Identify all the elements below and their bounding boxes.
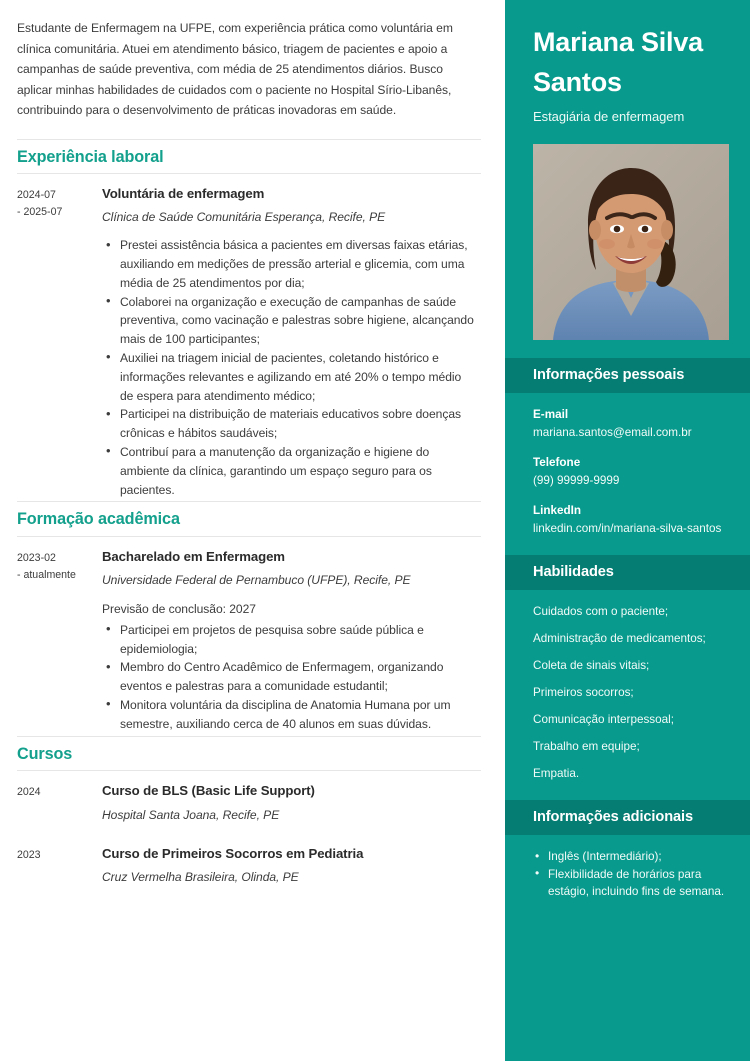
section-title-courses: Cursos bbox=[17, 744, 73, 763]
section-courses bbox=[17, 736, 481, 888]
entry-date-start: 2024-07 bbox=[17, 189, 56, 202]
sidebar-section-header-skills bbox=[505, 555, 750, 590]
entry-date-end: - 2025-07 bbox=[17, 206, 63, 219]
entry-date-range bbox=[17, 184, 102, 499]
entry-course-provider: Cruz Vermelha Brasileira, Olinda, PE bbox=[102, 870, 299, 885]
avatar-wrapper bbox=[505, 126, 750, 340]
entry-body bbox=[102, 547, 481, 733]
sidebar-section-body-additional-info bbox=[505, 835, 750, 901]
experience-entry bbox=[17, 184, 481, 499]
section-education bbox=[17, 501, 481, 733]
section-experience bbox=[17, 139, 481, 500]
list-item: • Participei na distribuição de materiais educativos sobre doenças crônicas e hábitos saudáveis; bbox=[102, 405, 477, 443]
entry-date-range bbox=[17, 844, 102, 887]
entry-body bbox=[102, 844, 481, 887]
contact-label: LinkedIn bbox=[533, 504, 582, 518]
profile-photo-icon bbox=[533, 144, 729, 340]
entry-bullet-list bbox=[102, 621, 477, 734]
entry-date-range bbox=[17, 781, 102, 824]
additional-info-list bbox=[533, 848, 730, 901]
entry-course-provider: Hospital Santa Joana, Recife, PE bbox=[102, 807, 280, 822]
list-item: Primeiros socorros; bbox=[533, 686, 634, 700]
contact-label: E-mail bbox=[533, 408, 569, 422]
contact-value-linkedin[interactable]: linkedin.com/in/mariana-silva-santos bbox=[533, 521, 722, 535]
entry-date-range bbox=[17, 547, 102, 733]
list-item: Empatia. bbox=[533, 767, 580, 781]
entry-body bbox=[102, 781, 481, 824]
course-entry bbox=[17, 781, 481, 824]
list-item: • Inglês (Intermediário); bbox=[533, 848, 730, 866]
entry-degree-title: Bacharelado em Enfermagem bbox=[102, 549, 285, 565]
contact-value-phone[interactable]: (99) 99999-9999 bbox=[533, 473, 620, 487]
list-item: • Prestei assistência básica a pacientes em diversas faixas etárias, auxiliando em medições de pressão arterial e glicemia, com uma média de 25 atendimentos por dia; bbox=[102, 236, 477, 292]
entry-date-start: 2023-02 bbox=[17, 552, 56, 565]
job-role-subtitle: Estagiária de enfermagem bbox=[533, 109, 685, 124]
contact-item-phone bbox=[533, 454, 730, 489]
course-entry bbox=[17, 844, 481, 887]
contact-value-email[interactable]: mariana.santos@email.com.br bbox=[533, 425, 692, 439]
list-item: • Colaborei na organização e execução de campanhas de saúde preventiva, como vacinação e palestras sobre higiene, alcançando mais de 100 participantes; bbox=[102, 293, 477, 349]
list-item: Cuidados com o paciente; bbox=[533, 605, 669, 619]
sidebar bbox=[505, 0, 750, 1061]
entry-body bbox=[102, 184, 481, 499]
entry-job-title: Voluntária de enfermagem bbox=[102, 186, 265, 202]
entry-expected-completion: Previsão de conclusão: 2027 bbox=[102, 602, 256, 617]
section-title-experience: Experiência laboral bbox=[17, 147, 164, 166]
entry-date-start: 2024 bbox=[17, 786, 41, 799]
sidebar-section-body-personal-info bbox=[505, 393, 750, 537]
sidebar-section-header-additional-info bbox=[505, 800, 750, 835]
list-item: • Contribuí para a manutenção da organização e higiene do ambiente da clínica, garantindo um espaço seguro para os pacientes. bbox=[102, 443, 477, 499]
sidebar-section-title-additional-info: Informações adicionais bbox=[533, 809, 694, 826]
list-item: Coleta de sinais vitais; bbox=[533, 659, 650, 673]
list-item: Comunicação interpessoal; bbox=[533, 713, 674, 727]
contact-item-email bbox=[533, 406, 730, 441]
sidebar-section-body-skills bbox=[505, 590, 750, 782]
sidebar-section-title-skills: Habilidades bbox=[533, 564, 614, 581]
education-entry bbox=[17, 547, 481, 733]
contact-label: Telefone bbox=[533, 456, 581, 470]
entry-employer: Clínica de Saúde Comunitária Esperança, Recife, PE bbox=[102, 210, 386, 225]
entry-date-end: - atualmente bbox=[17, 569, 76, 582]
list-item: • Membro do Centro Acadêmico de Enfermagem, organizando eventos e palestras para a comunidade estudantil; bbox=[102, 658, 477, 696]
entry-date-start: 2023 bbox=[17, 849, 41, 862]
section-title-education: Formação acadêmica bbox=[17, 510, 180, 529]
entry-course-title: Curso de BLS (Basic Life Support) bbox=[102, 783, 315, 799]
section-header-education bbox=[17, 501, 481, 537]
entry-institution: Universidade Federal de Pernambuco (UFPE), Recife, PE bbox=[102, 573, 411, 588]
section-header-courses bbox=[17, 736, 481, 772]
list-item: • Flexibilidade de horários para estágio, incluindo fins de semana. bbox=[533, 866, 730, 901]
list-item: • Participei em projetos de pesquisa sobre saúde pública e epidemiologia; bbox=[102, 621, 477, 659]
section-header-experience bbox=[17, 139, 481, 175]
entry-course-title: Curso de Primeiros Socorros em Pediatria bbox=[102, 846, 364, 862]
list-item: Administração de medicamentos; bbox=[533, 632, 706, 646]
entry-bullet-list bbox=[102, 236, 477, 499]
sidebar-section-header-personal-info bbox=[505, 358, 750, 393]
page-title: Mariana Silva Santos bbox=[533, 27, 703, 97]
professional-summary: Estudante de Enfermagem na UFPE, com experiência prática como voluntária em clínica comunitária. Atuei em atendimento básico, triagem de pacientes e apoio a campanhas de saúde preventiva, com média de 25 atendimentos diários. Busco aplicar minhas habilidades de cuidados com o paciente no Hospital Sírio-Libanês, contribuindo para o desenvolvimento de práticas inovadoras em saúde. bbox=[17, 21, 453, 117]
list-item: Trabalho em equipe; bbox=[533, 740, 640, 754]
list-item: • Monitora voluntária da disciplina de Anatomia Humana por um semestre, auxiliando cerca de 40 alunos em suas dúvidas. bbox=[102, 696, 477, 734]
list-item: • Auxiliei na triagem inicial de pacientes, coletando histórico e informações relevantes e agilizando em até 20% o tempo médio de espera para atendimento médico; bbox=[102, 349, 477, 405]
sidebar-section-title-personal-info: Informações pessoais bbox=[533, 367, 685, 384]
contact-item-linkedin bbox=[533, 502, 730, 537]
avatar bbox=[533, 144, 729, 340]
